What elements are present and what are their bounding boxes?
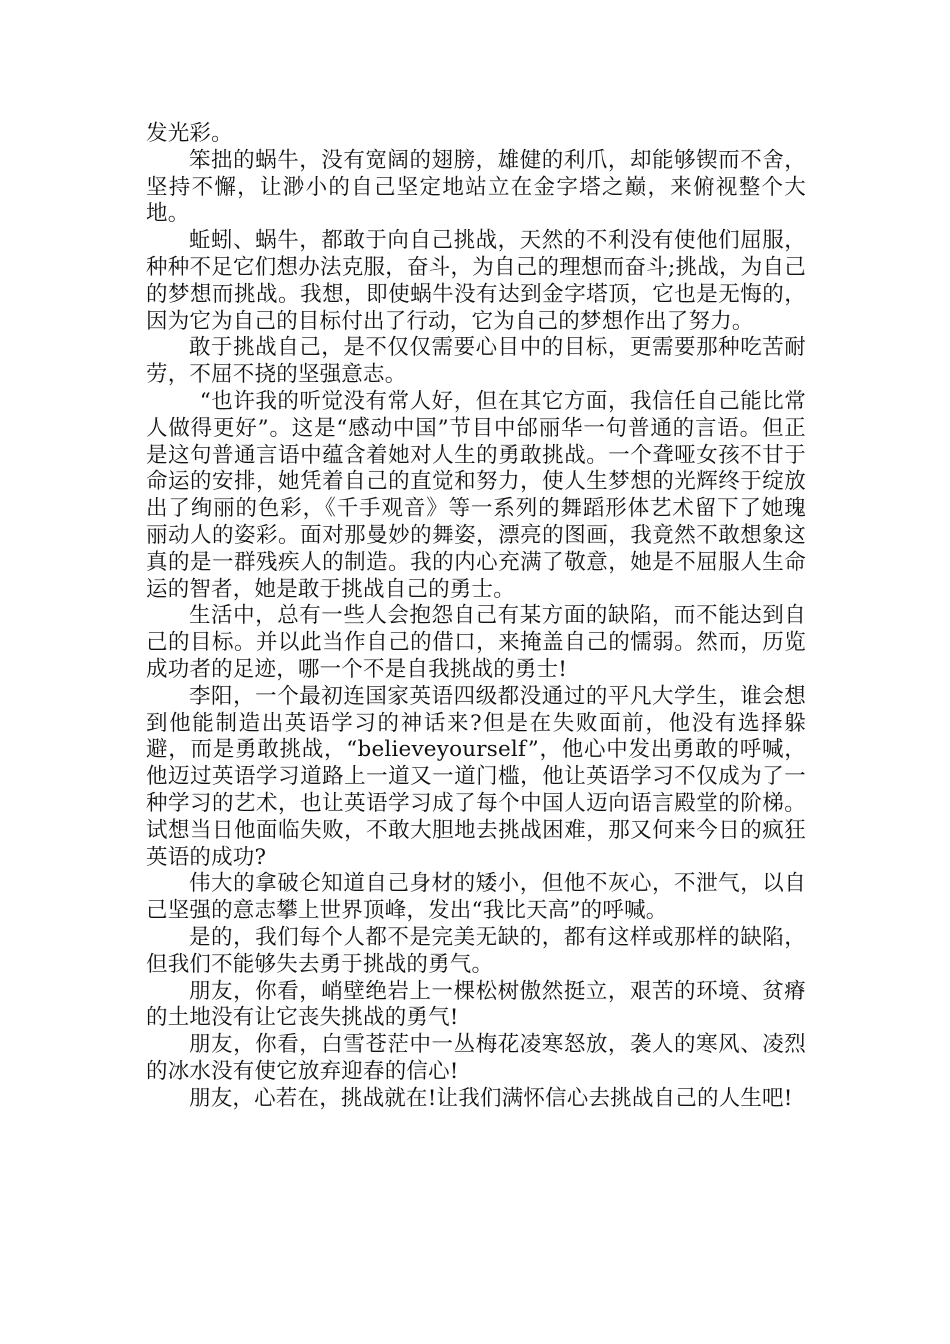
paragraph-imperfect: 是的，我们每个人都不是完美无缺的，都有这样或那样的缺陷，但我们不能够失去勇于挑战的勇气。 — [146, 924, 806, 977]
paragraph-life: 生活中，总有一些人会抱怨自己有某方面的缺陷，而不能达到自己的目标。并以此当作自己的借口，来掩盖自己的懦弱。然而，历览成功者的足迹，哪一个不是自我挑战的勇士! — [146, 603, 806, 682]
paragraph-tai-lihua: “也许我的听觉没有常人好，但在其它方面，我信任自己能比常人做得更好”。这是“感动中国”节目中邰丽华一句普通的言语。但正是这句普通言语中蕴含着她对人生的勇敢挑战。一个聋哑女孩不甘于命运的安排，她凭着自己的直觉和努力，使人生梦想的光辉终于绽放出了绚丽的色彩，《千手观音》等一系列的舞蹈形体艺术留下了她瑰丽动人的姿彩。面对那曼妙的舞姿，漂亮的图画，我竟然不敢想象这真的是一群残疾人的制造。我的内心充满了敬意，她是不屈服人生命运的智者，她是敢于挑战自己的勇士。 — [146, 388, 806, 602]
paragraph-dare-to-challenge: 敢于挑战自己，是不仅仅需要心目中的目标，更需要那种吃苦耐劳，不屈不挠的坚强意志。 — [146, 335, 806, 388]
document-body — [146, 121, 806, 1112]
paragraph-conclusion: 朋友，心若在，挑战就在!让我们满怀信心去挑战自己的人生吧! — [189, 1085, 793, 1111]
paragraph-li-yang: 李阳，一个最初连国家英语四级都没通过的平凡大学生，谁会想到他能制造出英语学习的神话来?但是在失败面前，他没有选择躲避，而是勇敢挑战，“believeyourself”，他心中发出勇敢的呼喊，他迈过英语学习道路上一道又一道门槛，他让英语学习不仅成为了一种学习的艺术，也让英语学习成了每个中国人迈向语言殿堂的阶梯。试想当日他面临失败，不敢大胆地去挑战困难，那又何来今日的疯狂英语的成功? — [146, 683, 806, 870]
paragraph-earthworm-snail: 蚯蚓、蜗牛，都敢于向自己挑战，天然的不利没有使他们屈服，种种不足它们想办法克服，奋斗，为自己的理想而奋斗;挑战，为自己的梦想而挑战。我想，即使蜗牛没有达到金字塔顶，它也是无悔的，因为它为自己的目标付出了行动，它为自己的梦想作出了努力。 — [146, 228, 806, 334]
paragraph-snail: 笨拙的蜗牛，没有宽阔的翅膀，雄健的利爪，却能够锲而不舍，坚持不懈，让渺小的自己坚定地站立在金字塔之巅，来俯视整个大地。 — [146, 147, 806, 227]
paragraph-napoleon: 伟大的拿破仑知道自己身材的矮小，但他不灰心，不泄气，以自己坚强的意志攀上世界顶峰，发出“我比天高”的呼喊。 — [146, 871, 806, 924]
paragraph-pine-tree: 朋友，你看，峭壁绝岩上一棵松树傲然挺立，艰苦的环境、贫瘠的土地没有让它丧失挑战的勇气! — [146, 978, 806, 1031]
paragraph-continuation: 发光彩。 — [146, 121, 233, 146]
paragraph-plum-blossom: 朋友，你看，白雪苍茫中一丛梅花凌寒怒放，袭人的寒风、凌烈的冰水没有使它放弃迎春的信心! — [146, 1032, 806, 1084]
